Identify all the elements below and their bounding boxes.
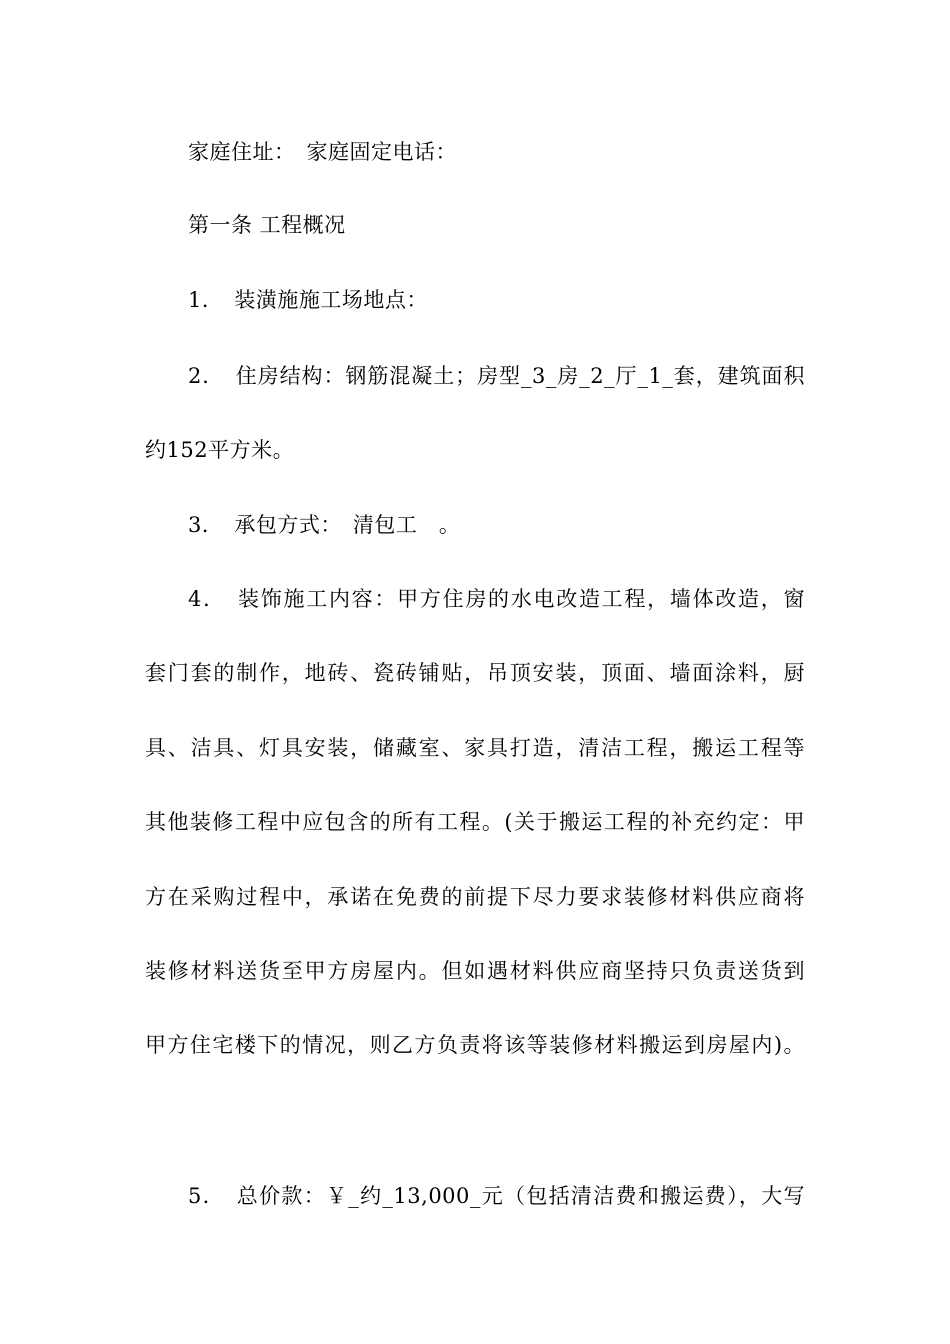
item-5-total-price: 5． 总价款：￥_约_13,000_元（包括清洁费和搬运费），大写 — [188, 1184, 805, 1208]
item-4-content-line-5: 方在采购过程中，承诺在免费的前提下尽力要求装修材料供应商将 — [145, 885, 805, 909]
item-1-site-location: 1． 装潢施施工场地点： — [188, 288, 428, 312]
item-4-content-line-2: 套门套的制作，地砖、瓷砖铺贴，吊顶安装，顶面、墙面涂料，厨 — [145, 661, 805, 685]
article-one-heading: 第一条 工程概况 — [188, 213, 346, 237]
item-3-contract-method: 3． 承包方式： 清包工 。 — [188, 513, 461, 537]
item-2-housing-structure: 2． 住房结构：钢筋混凝土；房型_3_房_2_厅_1_套，建筑面积 — [188, 364, 805, 388]
home-address-line: 家庭住址： 家庭固定电话： — [188, 140, 457, 164]
item-2-area-continued: 约152平方米。 — [145, 438, 295, 462]
item-4-content-line-1: 4． 装饰施工内容：甲方住房的水电改造工程，墙体改造，窗 — [188, 587, 805, 611]
item-4-content-line-6: 装修材料送货至甲方房屋内。但如遇材料供应商坚持只负责送货到 — [145, 959, 805, 983]
item-4-content-line-4: 其他装修工程中应包含的所有工程。(关于搬运工程的补充约定：甲 — [145, 810, 805, 834]
item-4-content-line-7: 甲方住宅楼下的情况，则乙方负责将该等装修材料搬运到房屋内)。 — [145, 1033, 805, 1057]
item-4-content-line-3: 具、洁具、灯具安装，储藏室、家具打造，清洁工程，搬运工程等 — [145, 736, 805, 760]
